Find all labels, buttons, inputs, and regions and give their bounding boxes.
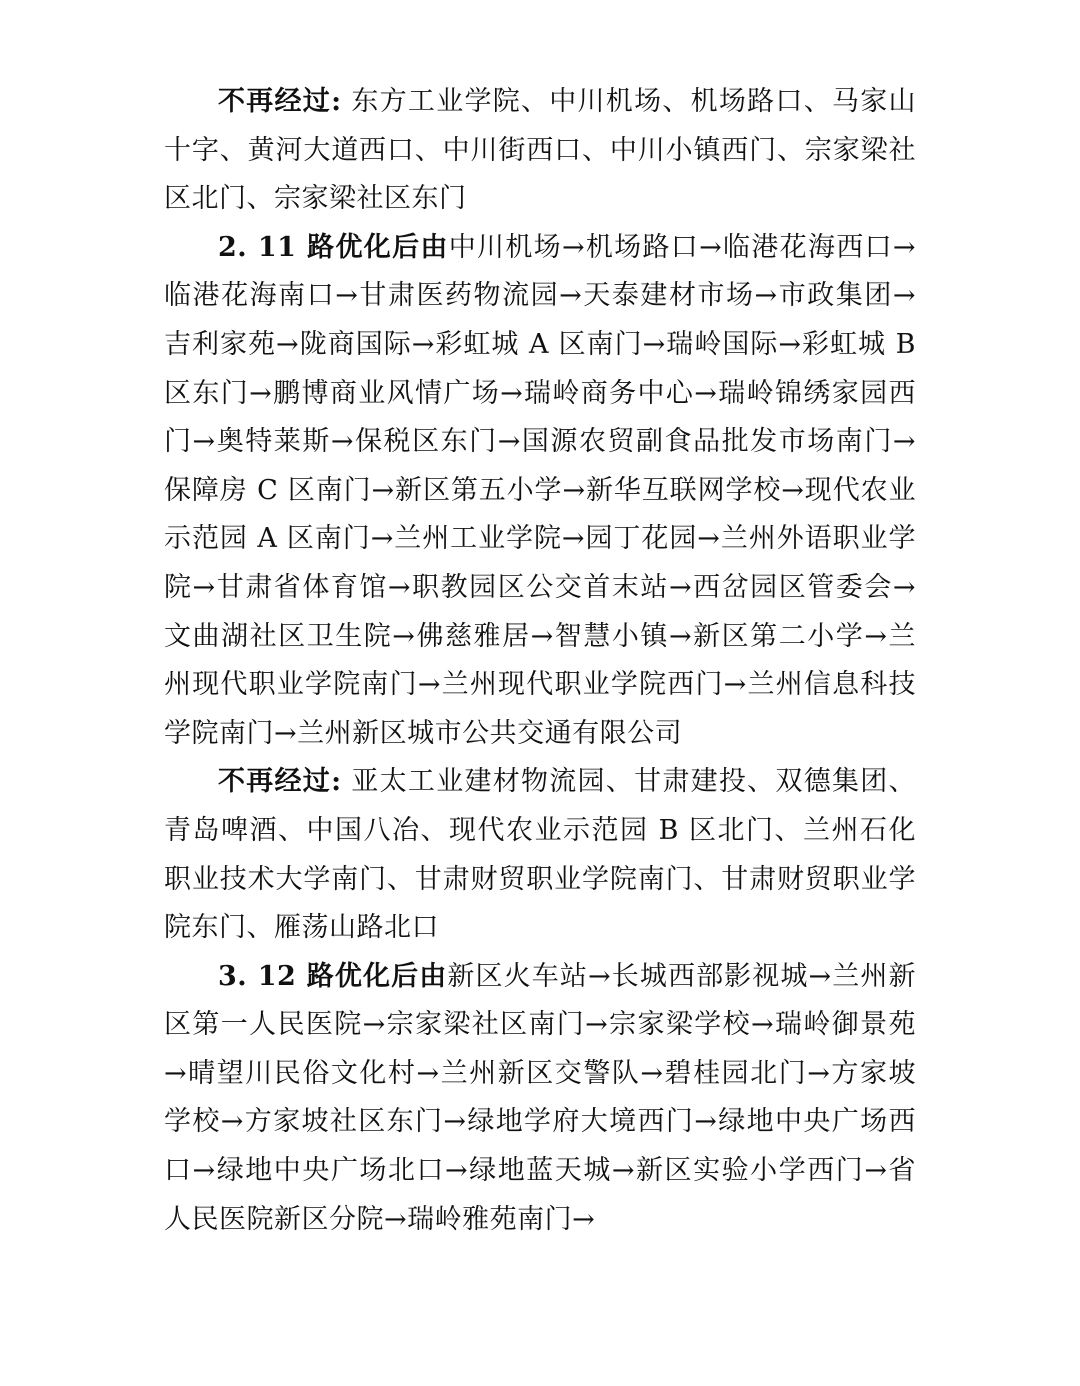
paragraph-text: 东方工业学院、中川机场、机场路口、马家山十字、黄河大道西口、中川街西口、中川小镇西门、宗家梁社区北门、宗家梁社区东门 xyxy=(164,86,916,215)
paragraph-not-passing-line-11 xyxy=(164,758,916,952)
paragraph-text: 新区火车站→长城西部影视城→兰州新区第一人民医院→宗家梁社区南门→宗家梁学校→瑞岭御景苑→晴望川民俗文化村→兰州新区交警队→碧桂园北门→方家坡学校→方家坡社区东门→绿地学府大境西门→绿地中央广场西口→绿地中央广场北口→绿地蓝天城→新区实验小学西门→省人民医院新区分院→瑞岭雅苑南门→ xyxy=(164,960,917,1235)
paragraph-label: 不再经过: xyxy=(218,766,342,798)
paragraph-route-11 xyxy=(164,224,916,759)
paragraph-text: 亚太工业建材物流园、甘肃建投、双德集团、青岛啤酒、中国八冶、现代农业示范园 B 区北门、兰州石化职业技术大学南门、甘肃财贸职业学院南门、甘肃财贸职业学院东门、雁荡山路北口 xyxy=(164,766,916,944)
paragraph-label: 2. 11 路优化后由 xyxy=(218,231,449,263)
paragraph-label: 3. 12 路优化后由 xyxy=(218,960,448,992)
paragraph-label: 不再经过: xyxy=(218,86,342,117)
paragraph-not-passing-line-10 xyxy=(164,78,916,224)
paragraph-route-12 xyxy=(164,953,916,1245)
document-body xyxy=(164,78,916,1244)
paragraph-text: 中川机场→机场路口→临港花海西口→临港花海南口→甘肃医药物流园→天泰建材市场→市政集团→吉利家苑→陇商国际→彩虹城 A 区南门→瑞岭国际→彩虹城 B 区东门→鹏博商业风情广场→瑞岭商务中心→瑞岭锦绣家园西门→奥特莱斯→保税区东门→国源农贸副食品批发市场南门→保障房 C 区南门→新区第五小学→新华互联网学校→现代农业示范园 A 区南门→兰州工业学院→园丁花园→兰州外语职业学院→甘肃省体育馆→职教园区公交首末站→西岔园区管委会→文曲湖社区卫生院→佛慈雅居→智慧小镇→新区第二小学→兰州现代职业学院南门→兰州现代职业学院西门→兰州信息科技学院南门→兰州新区城市公共交通有限公司 xyxy=(164,231,917,749)
